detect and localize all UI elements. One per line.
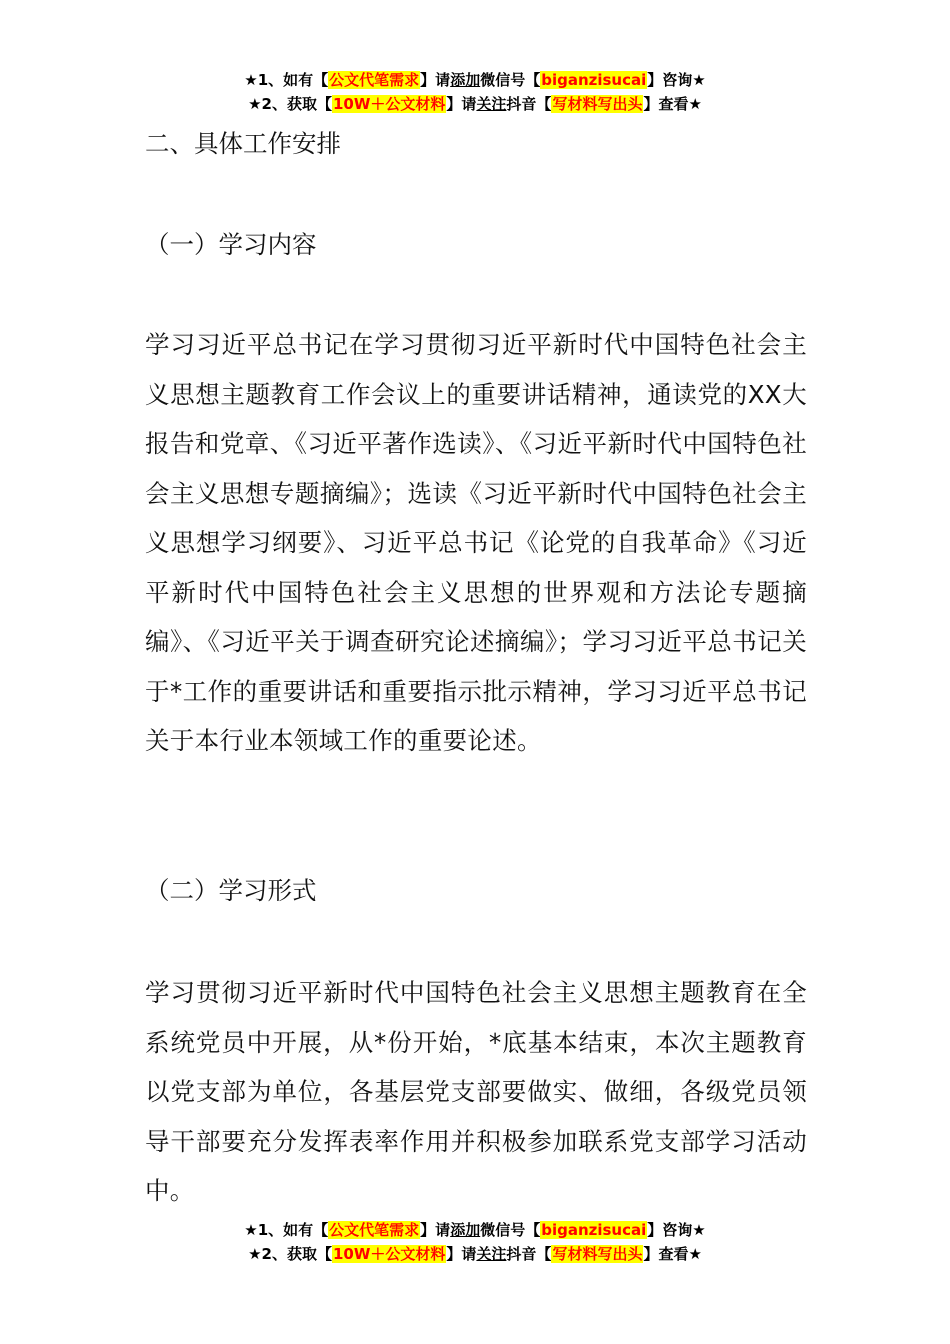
banner-text: ★1、如有【 xyxy=(244,1221,329,1239)
subsection-title-study-content: （一）学习内容 xyxy=(145,230,317,259)
bottom-banner xyxy=(0,1218,950,1266)
banner-text: 】请 xyxy=(420,71,451,89)
banner-text: 抖音【 xyxy=(506,1245,552,1263)
banner-text: 抖音【 xyxy=(506,95,552,113)
banner-text: ★1、如有【 xyxy=(244,71,329,89)
banner-highlight-materials: 10W＋公文材料 xyxy=(332,95,446,113)
top-banner xyxy=(0,68,950,116)
banner-text: 】咨询★ xyxy=(647,71,706,89)
banner-highlight-wechat-id: biganzisucai xyxy=(541,71,647,89)
banner-text: ★2、获取【 xyxy=(248,95,332,113)
banner-text: ★2、获取【 xyxy=(248,1245,332,1263)
section-title: 二、具体工作安排 xyxy=(145,129,341,158)
paragraph-study-form: 学习贯彻习近平新时代中国特色社会主义思想主题教育在全系统党员中开展，从*份开始，*底基本结束，本次主题教育以党支部为单位，各基层党支部要做实、做细，各级党员领导干部要充分发挥表率作用并积极参加联系党支部学习活动中。 xyxy=(145,978,807,1205)
subsection-title-study-form: （二）学习形式 xyxy=(145,876,317,905)
banner-text: 】请 xyxy=(446,95,477,113)
paragraph-study-content: 学习习近平总书记在学习贯彻习近平新时代中国特色社会主义思想主题教育工作会议上的重要讲话精神，通读党的XX大报告和党章、《习近平著作选读》、《习近平新时代中国特色社会主义思想专题摘编》；选读《习近平新时代中国特色社会主义思想学习纲要》、习近平总书记《论党的自我革命》《习近平新时代中国特色社会主义思想的世界观和方法论专题摘编》、《习近平关于调查研究论述摘编》；学习习近平总书记关于*工作的重要讲话和重要指示批示精神，学习习近平总书记关于本行业本领域工作的重要论述。 xyxy=(145,330,807,755)
banner-highlight-service: 公文代笔需求 xyxy=(329,1221,420,1239)
banner-text: 】查看★ xyxy=(643,95,702,113)
banner-highlight-service: 公文代笔需求 xyxy=(329,71,420,89)
banner-underlined-text: 关注 xyxy=(476,95,507,113)
banner-line-1 xyxy=(0,68,950,92)
banner-text: 】查看★ xyxy=(643,1245,702,1263)
banner-highlight-materials: 10W＋公文材料 xyxy=(332,1245,446,1263)
banner-highlight-wechat-id: biganzisucai xyxy=(541,1221,647,1239)
banner-underlined-text: 添加 xyxy=(450,71,481,89)
banner-text: 微信号【 xyxy=(480,71,541,89)
banner-text: 】请 xyxy=(420,1221,451,1239)
banner-underlined-text: 添加 xyxy=(450,1221,481,1239)
banner-text: 】咨询★ xyxy=(647,1221,706,1239)
banner-line-2 xyxy=(0,1242,950,1266)
banner-highlight-douyin: 写材料写出头 xyxy=(552,1245,643,1263)
banner-text: 微信号【 xyxy=(480,1221,541,1239)
banner-highlight-douyin: 写材料写出头 xyxy=(552,95,643,113)
banner-line-1 xyxy=(0,1218,950,1242)
banner-text: 】请 xyxy=(446,1245,477,1263)
banner-line-2 xyxy=(0,92,950,116)
banner-underlined-text: 关注 xyxy=(476,1245,507,1263)
